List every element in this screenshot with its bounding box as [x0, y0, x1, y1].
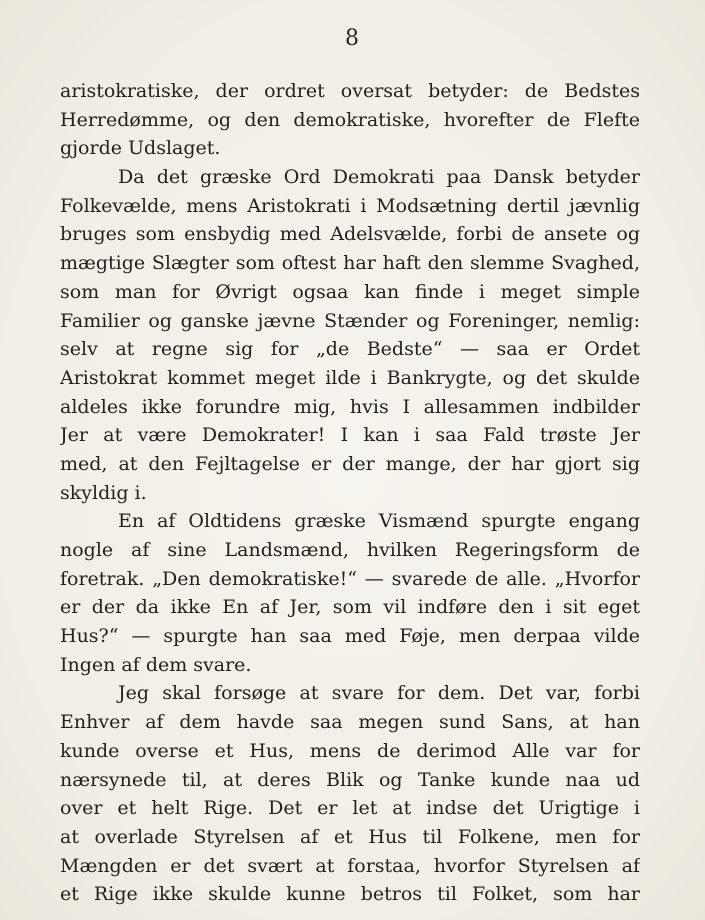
text-line: over et helt Rige. Det er let at indse det Urigtige i [60, 797, 640, 820]
text-line: Familier og ganske jævne Stænder og Foreninger, nemlig: [60, 309, 640, 332]
text-line: nærsynede til, at deres Blik og Tanke kunde naa ud [60, 768, 640, 791]
text-line: foretrak. „Den demokratiske!“ — svarede de alle. „Hvorfor [60, 567, 640, 590]
text-line: Da det græske Ord Demokrati paa Dansk betyder [118, 166, 640, 189]
text-line: Enhver af dem havde saa megen sund Sans, at han [60, 711, 640, 734]
text-line: er der da ikke En af Jer, som vil indføre den i sit eget [60, 596, 640, 619]
page-number: 8 [345, 26, 360, 51]
text-line: Jeg skal forsøge at svare for dem. Det var, forbi [118, 682, 640, 705]
text-line: Folkevælde, mens Aristokrati i Modsætning dertil jævnlig [60, 194, 640, 217]
text-line: et Rige ikke skulde kunne betros til Folket, som har [60, 883, 640, 906]
text-line: Mængden er det svært at forstaa, hvorfor Styrelsen af [60, 854, 640, 877]
text-line: aldeles ikke forundre mig, hvis I allesammen indbilder [60, 395, 640, 418]
text-line: Herredømme, og den demokratiske, hvorefter de Flefte [60, 108, 640, 131]
text-line: kunde overse et Hus, mens de derimod Alle var for [60, 739, 640, 762]
text-line: gjorde Udslaget. [60, 137, 221, 160]
text-line: med, at den Fejltagelse er der mange, der har gjort sig [60, 452, 640, 475]
text-line: bruges som ensbydig med Adelsvælde, forbi de ansete og [60, 223, 640, 246]
text-line: nogle af sine Landsmænd, hvilken Regeringsform de [60, 539, 640, 561]
text-line: Hus?“ — spurgte han saa med Føje, men derpaa vilde [60, 625, 640, 648]
text-line: skyldig i. [60, 481, 147, 504]
body-text [60, 77, 640, 909]
text-line: selv at regne sig for „de Bedste“ — saa er Ordet [60, 338, 640, 361]
text-line: at overlade Styrelsen af et Hus til Folkene, men for [60, 825, 640, 848]
text-line: Ingen af dem svare. [60, 653, 252, 676]
text-line: som man for Øvrigt ogsaa kan finde i meget simple [60, 280, 640, 303]
text-line: aristokratiske, der ordret oversat betyder: de Bedstes [60, 80, 640, 102]
text-line: Jer at være Demokrater! I kan i saa Fald trøste Jer [60, 424, 640, 447]
text-line: mægtige Slægter som oftest har haft den slemme Svaghed, [60, 252, 640, 275]
text-line: En af Oldtidens græske Vismænd spurgte engang [118, 510, 640, 533]
text-line: Aristokrat kommet meget ilde i Bankrygte, og det skulde [60, 366, 640, 389]
